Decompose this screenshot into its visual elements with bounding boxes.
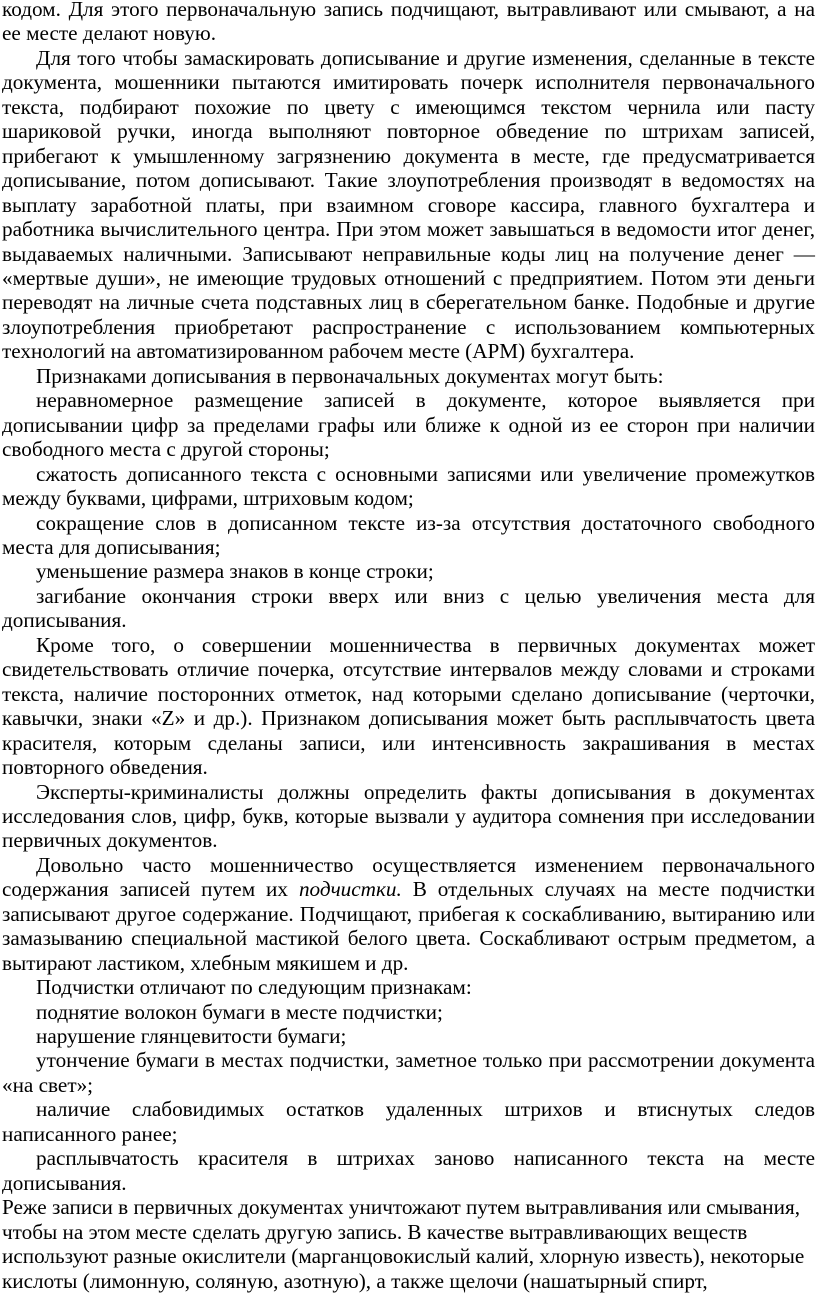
paragraph-text: В отдельных случаях на месте подчистки записывают другое содержание. Подчищают, прибегая к соскабливанию, вытиранию или замазыванию специальной мастикой белого цвета. Соскабливают острым предметом, а вытирают ластиком, хлебным мякишем и др.	[2, 877, 815, 975]
paragraph-text: Довольно часто мошенничество осуществляется изменением первоначального содержания записей путем их	[2, 852, 815, 902]
paragraph: Подчистки отличают по следующим признакам:	[36, 975, 472, 1000]
paragraph: Кроме того, о совершении мошенничества в первичных документах может свидетельствовать отличие почерка, отсутствие интервалов между словами и строками текста, наличие посторонних отметок, над которыми сделано дописывание (черточки, кавычки, знаки «Z» и др.). Признаком дописывания может быть расплывчатость цвета красителя, которым сделаны записи, или интенсивность закрашивания в местах повторного обведения.	[2, 632, 815, 780]
paragraph: Реже записи в первичных документах уничтожают путем вытравливания или смывания, чтобы на этом месте сделать другую запись. В качестве вытравливающих веществ используют разные окислители (марганцовокислый калий, хлорную известь), некоторые кислоты (лимонную, соляную, азотную), а также щелочи (нашатырный спирт,	[2, 1195, 805, 1293]
list-item: неравномерное размещение записей в документе, которое выявляется при дописывании цифр за пределами графы или ближе к одной из ее сторон при наличии свободного места с другой стороны;	[2, 388, 815, 462]
body-text	[2, 0, 815, 1293]
list-item: утончение бумаги в местах подчистки, заметное только при рассмотрении документа «на свет»;	[2, 1048, 815, 1097]
paragraph: Признаками дописывания в первоначальных документах могут быть:	[36, 363, 664, 388]
paragraph	[2, 853, 815, 975]
list-item: уменьшение размера знаков в конце строки;	[36, 559, 434, 584]
list-item: сжатость дописанного текста с основными записями или увеличение промежутков между буквами, цифрами, штриховым кодом;	[2, 461, 815, 511]
paragraph: Эксперты-криминалисты должны определить факты дописывания в документах исследования слов, цифр, букв, которые вызвали у аудитора сомнения при исследовании первичных документов.	[2, 779, 815, 853]
list-item: расплывчатость красителя в штрихах заново написанного текста на месте дописывания.	[2, 1146, 815, 1195]
list-item: нарушение глянцевитости бумаги;	[36, 1024, 347, 1049]
list-item: наличие слабовидимых остатков удаленных штрихов и втиснутых следов написанного ранее;	[2, 1097, 815, 1146]
list-item: поднятие волокон бумаги в месте подчистки;	[36, 999, 443, 1024]
emphasized-term: подчистки.	[298, 877, 402, 902]
list-item: сокращение слов в дописанном тексте из-за отсутствия достаточного свободного места для дописывания;	[2, 510, 815, 559]
list-item: загибание окончания строки вверх или вниз с целью увеличения места для дописывания.	[2, 583, 815, 633]
paragraph: Для того чтобы замаскировать дописывание и другие изменения, сделанные в тексте документа, мошенники пытаются имитировать почерк исполнителя первоначального текста, подбирают похожие по цвету с имеющимся текстом чернила или пасту шариковой ручки, иногда выполняют повторное обведение по штрихам записей, прибегают к умышленному загрязнению документа в месте, где предусматривается дописывание, потом дописывают. Такие злоупотребления производят в ведомостях на выплату заработной платы, при взаимном сговоре кассира, главного бухгалтера и работника вычислительного центра. При этом может завышаться в ведомости итог денег, выдаваемых наличными. Записывают неправильные коды лиц на получение денег — «мертвые души», не имеющие трудовых отношений с предприятием. Потом эти деньги переводят на личные счета подставных лиц в сберегательном банке. Подобные и другие злоупотребления приобретают распространение с использованием компьютерных технологий на автоматизированном рабочем месте (АРМ) бухгалтера.	[2, 45, 815, 364]
paragraph: кодом. Для этого первоначальную запись подчищают, вытравливают или смывают, а на ее месте делают новую.	[2, 0, 815, 46]
